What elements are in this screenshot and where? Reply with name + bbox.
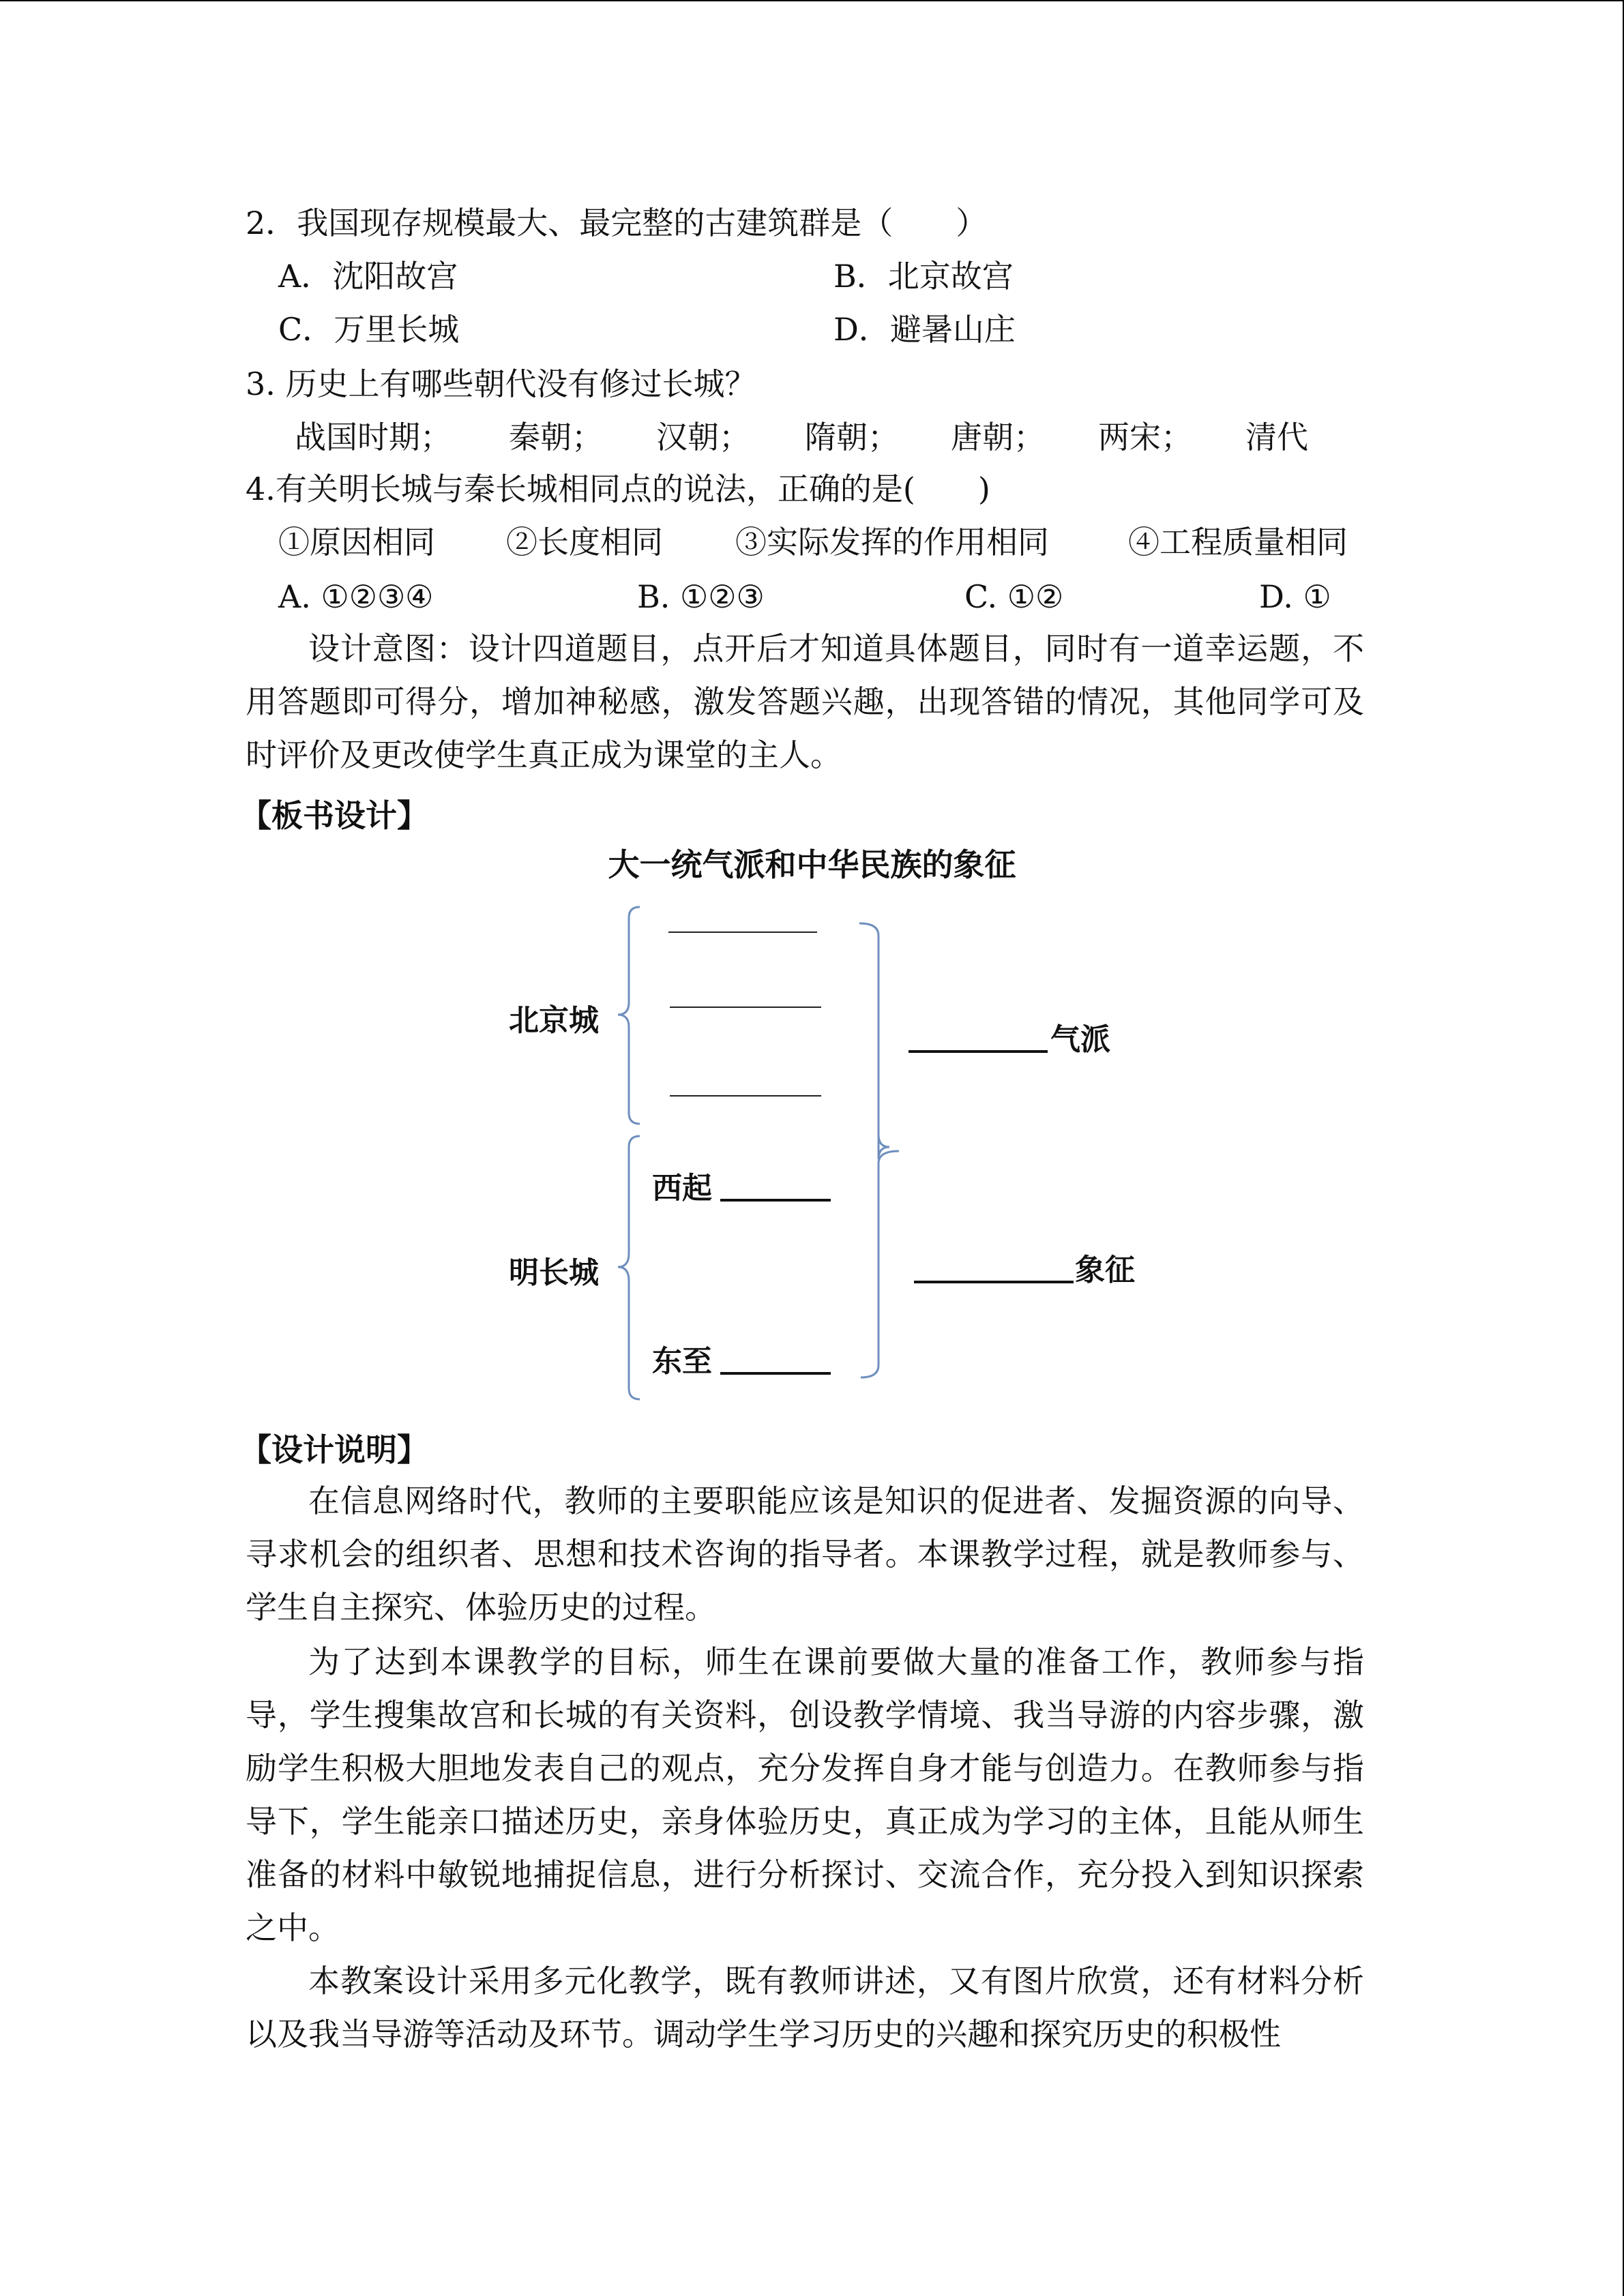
blackboard-heading: 【板书设计】 [240,797,428,834]
greatwall-bracket [618,1136,640,1399]
explanation-paragraph-2: 为了达到本课教学的目标，师生在课前要做大量的准备工作，教师参与指导，学生搜集故宫和长城的有关资料，创设教学情境、我当导游的内容步骤，激励学生积极大胆地发表自己的观点，充分发挥自身才能与创造力。在教师参与指导下，学生能亲口描述历史，亲身体验历史，真正成为学习的主体，且能从师生准备的材料中敏锐地捕捉信息，进行分析探讨、交流合作，充分投入到知识探索之中。 [246,1643,1364,1946]
question-4-option-b: B. ①②③ [637,578,765,615]
momentum-label: 气派 [1050,1022,1110,1057]
question-4-option-a: A. ①②③④ [278,578,434,615]
question-2-stem: 2．我国现存规模最大、最完整的古建筑群是（ ） [246,205,988,241]
momentum-blank [909,1050,1048,1053]
beijing-blank-2 [670,1007,821,1008]
question-4-stem: 4.有关明长城与秦长城相同点的说法，正确的是( ) [246,471,990,507]
blackboard-title: 大一统气派和中华民族的象征 [608,846,1016,883]
question-2-option-c: C．万里长城 [278,311,460,348]
dynasty-song: 两宋； [1098,419,1192,456]
symbol-blank [914,1281,1074,1283]
dynasty-tang: 唐朝； [951,419,1045,456]
dynasty-sui: 隋朝； [805,419,899,456]
great-wall-label: 明长城 [509,1255,599,1290]
question-2-option-b: B．北京故宫 [833,258,1014,295]
design-intent: 设计意图：设计四道题目，点开后才知道具体题目，同时有一道幸运题，不用答题即可得分，增加神秘感，激发答题兴趣，出现答错的情况，其他同学可及时评价及更改使学生真正成为课堂的主人。 [246,630,1364,773]
statement-1: ①原因相同 [278,524,435,561]
beijing-blank-3 [670,1095,821,1097]
statement-3: ③实际发挥的作用相同 [735,524,1049,561]
dynasty-qin: 秦朝； [509,419,603,456]
statement-2: ②长度相同 [506,524,663,561]
statement-4: ④工程质量相同 [1128,524,1348,561]
question-4-option-d: D. ① [1259,578,1331,615]
beijing-bracket [618,907,640,1124]
explanation-paragraph-3: 本教案设计采用多元化教学，既有教师讲述，又有图片欣赏，还有材料分析以及我当导游等活动及环节。调动学生学习历史的兴趣和探究历史的积极性 [246,1963,1364,2053]
symbol-label: 象征 [1075,1253,1135,1287]
beijing-blank-1 [668,931,817,933]
west-start-blank [720,1199,831,1202]
right-bracket-top [859,923,889,1159]
beijing-label: 北京城 [509,1003,599,1038]
question-2-option-a: A．沈阳故宫 [278,258,458,295]
explanation-heading: 【设计说明】 [240,1431,428,1468]
west-start-label: 西起 [652,1171,712,1206]
dynasty-qing: 清代 [1245,419,1308,456]
question-2-option-d: D．避暑山庄 [833,311,1016,348]
explanation-paragraph-1: 在信息网络时代，教师的主要职能应该是知识的促进者、发掘资源的向导、寻求机会的组织者、思想和技术咨询的指导者。本课教学过程，就是教师参与、学生自主探究、体验历史的过程。 [246,1482,1364,1626]
east-end-label: 东至 [652,1344,712,1379]
dynasty-warring-states: 战国时期； [295,419,452,456]
east-end-blank [720,1372,831,1375]
dynasty-han: 汉朝； [656,419,750,456]
right-bracket-bottom [861,1151,899,1377]
question-4-option-c: C. ①② [964,578,1064,615]
question-3-stem: 3. 历史上有哪些朝代没有修过长城？ [246,366,756,402]
